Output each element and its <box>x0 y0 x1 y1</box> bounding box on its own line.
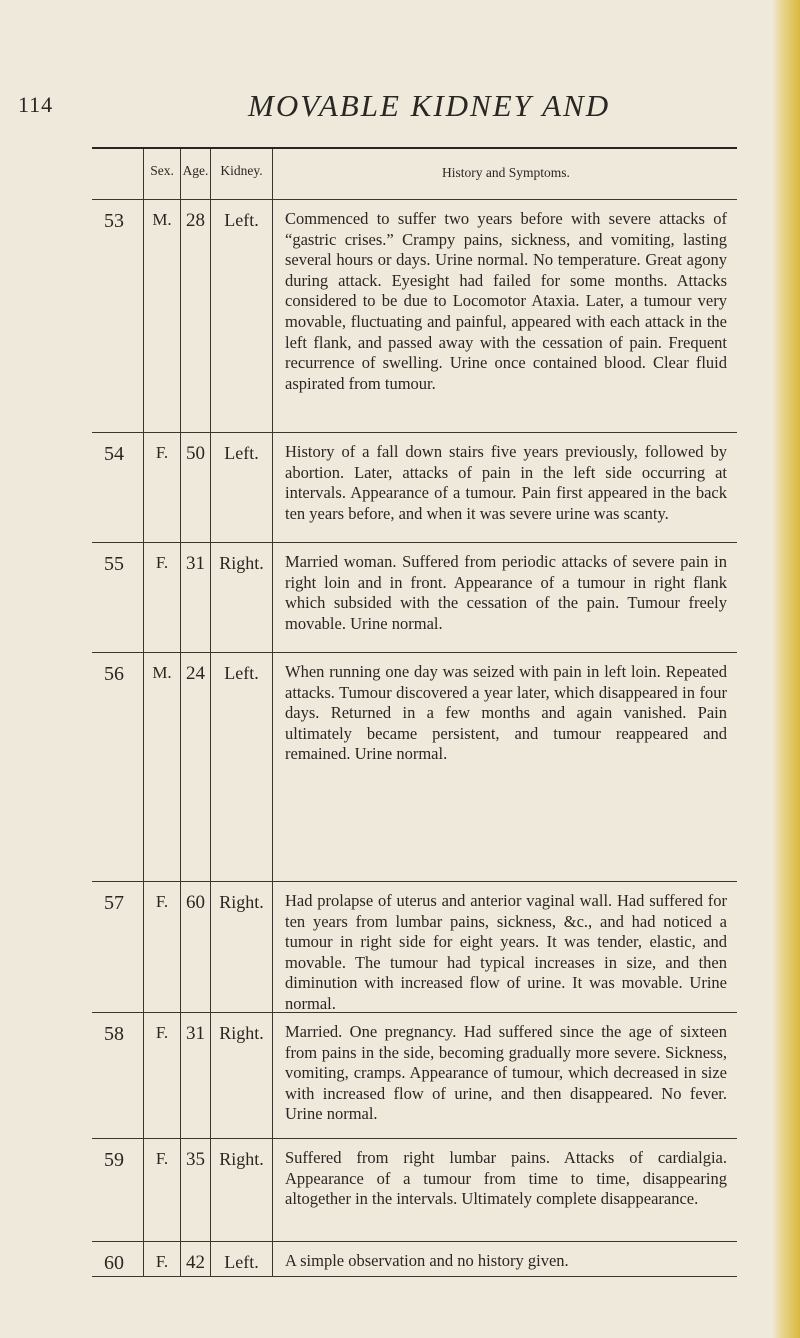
case-sex: F. <box>144 543 181 652</box>
case-history: When running one day was seized with pain in left loin. Repeated attacks. Tumour discovered a year later, which disappeared in four days. Returned in a few months and again vanished. Pain ultimately became persistent, and tumour reappeared and remained. Urine normal. <box>285 662 727 764</box>
column-header-sex: Sex. <box>144 149 181 199</box>
case-age: 31 <box>181 543 211 652</box>
case-age: 24 <box>181 653 211 881</box>
table-row <box>92 1242 737 1277</box>
table-row <box>92 200 737 433</box>
case-number: 54 <box>92 433 144 542</box>
case-number: 58 <box>92 1013 144 1138</box>
case-sex: F. <box>144 1013 181 1138</box>
case-history: Had prolapse of uterus and anterior vaginal wall. Had suffered for ten years from lumbar pains, sickness, &c., and had noticed a tumour in right side for eight years. It was tender, elastic, and movable. The tumour had typical increases in size, and then diminution with increased flow of urine. It was movable. Urine normal. <box>285 891 727 1013</box>
case-number: 57 <box>92 882 144 1012</box>
case-history: Suffered from right lumbar pains. Attacks of cardialgia. Appearance of a tumour from time to time, disappearing altogether in the intervals. Ultimately complete disappearance. <box>285 1148 727 1209</box>
column-header-history: History and Symptoms. <box>442 165 570 180</box>
case-age: 31 <box>181 1013 211 1138</box>
table-row <box>92 1139 737 1242</box>
case-kidney: Right. <box>211 882 273 1012</box>
table-row <box>92 653 737 882</box>
table-row <box>92 543 737 653</box>
case-age: 35 <box>181 1139 211 1241</box>
case-kidney: Left. <box>211 200 273 432</box>
case-history: History of a fall down stairs five years previously, followed by abortion. Later, attacks of pain in the left side occurring at intervals. Appearance of a tumour. Pain first appeared in the back ten years before, and when it was severe urine was scanty. <box>285 442 727 523</box>
case-sex: M. <box>144 653 181 881</box>
column-header-age: Age. <box>181 149 211 199</box>
page-header <box>18 88 738 132</box>
case-sex: M. <box>144 200 181 432</box>
case-number: 55 <box>92 543 144 652</box>
page-number: 114 <box>18 92 54 117</box>
case-kidney: Right. <box>211 1013 273 1138</box>
case-sex: F. <box>144 1139 181 1241</box>
case-number: 56 <box>92 653 144 881</box>
table-row <box>92 882 737 1013</box>
case-age: 60 <box>181 882 211 1012</box>
case-number: 59 <box>92 1139 144 1241</box>
case-history: Married. One pregnancy. Had suffered since the age of sixteen from pains in the side, becoming gradually more severe. Sickness, vomiting, cramps. Appearance of tumour, which decreased in size with increased flow of urine, and then disappeared. No fever. Urine normal. <box>285 1022 727 1124</box>
case-history: Commenced to suffer two years before with severe attacks of “gastric crises.” Crampy pains, sickness, and vomiting, lasting several hours or days. Urine normal. No temperature. Great agony during attack. Eyesight had failed for some months. Attacks considered to be due to Locomotor Ataxia. Later, a tumour very movable, fluctuating and painful, appeared with each attack in the left flank, and passed away with the cessation of pain. Frequent recurrence of swelling. Urine once contained blood. Clear fluid aspirated from tumour. <box>285 209 727 393</box>
column-header-number <box>92 149 144 199</box>
case-table <box>92 147 737 1277</box>
case-sex: F. <box>144 1242 181 1276</box>
case-number: 53 <box>92 200 144 432</box>
case-history: Married woman. Suffered from periodic attacks of severe pain in right loin and in front. Appearance of a tumour in right flank which subsided with the cessation of the pain. Tumour freely movable. Urine normal. <box>285 552 727 633</box>
case-kidney: Right. <box>211 1139 273 1241</box>
running-head: MOVABLE KIDNEY AND <box>248 88 611 123</box>
case-kidney: Left. <box>211 653 273 881</box>
case-history: A simple observation and no history given. <box>285 1251 569 1270</box>
table-row <box>92 433 737 543</box>
case-age: 50 <box>181 433 211 542</box>
table-header-row <box>92 149 737 200</box>
case-kidney: Left. <box>211 1242 273 1276</box>
case-age: 28 <box>181 200 211 432</box>
column-header-kidney: Kidney. <box>211 149 273 199</box>
table-row <box>92 1013 737 1139</box>
case-age: 42 <box>181 1242 211 1276</box>
page-edge <box>772 0 800 1338</box>
case-kidney: Left. <box>211 433 273 542</box>
case-number: 60 <box>92 1242 144 1276</box>
case-kidney: Right. <box>211 543 273 652</box>
case-sex: F. <box>144 433 181 542</box>
case-sex: F. <box>144 882 181 1012</box>
